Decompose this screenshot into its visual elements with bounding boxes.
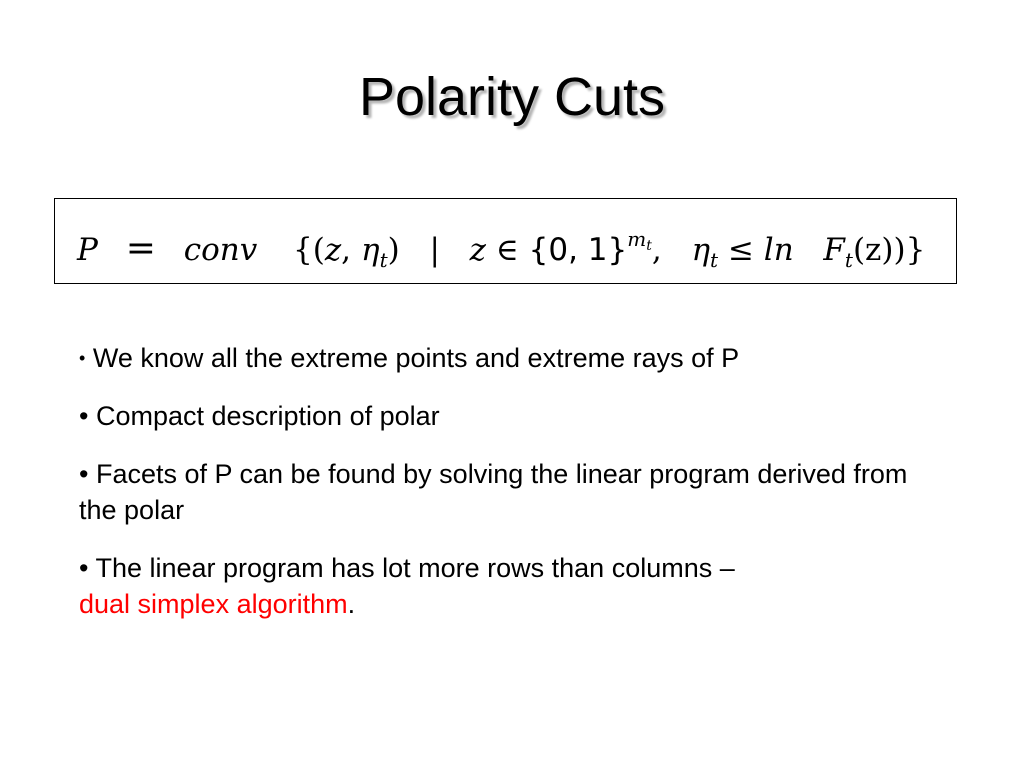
bullet-item-facets (79, 456, 949, 528)
formula-exponent (627, 227, 652, 254)
formula-arg: (z) (852, 232, 894, 268)
bullet-text: • The linear program has lot more rows than columns – (79, 553, 735, 583)
formula-bar: | (429, 232, 440, 268)
bullet-text: We know all the extreme points and extreme rays of P (92, 343, 740, 373)
formula-comma1: , (341, 232, 352, 268)
formula-exp-t: t (646, 238, 652, 254)
highlight-dual-simplex: dual simplex algorithm (79, 589, 348, 619)
formula-set: {0, 1} (528, 232, 628, 268)
formula-f-sub: t (844, 248, 853, 272)
formula-eta2-sub: t (710, 248, 719, 272)
bullet-marker: • (79, 348, 86, 368)
formula-close-set: )} (893, 232, 926, 268)
formula-leq: ≤ (727, 232, 754, 268)
bullet-item-compact-description (79, 398, 949, 434)
bullet-list (79, 340, 949, 644)
bullet-text: • Compact description of polar (79, 401, 440, 431)
bullet-item-linear-program (79, 550, 949, 622)
formula-ln: ln (763, 232, 794, 268)
formula-eta2: η (691, 232, 711, 268)
formula-f: F (823, 232, 845, 268)
bullet-period: . (347, 589, 356, 619)
formula-eta: η (361, 232, 380, 268)
formula-comma2: , (651, 232, 662, 268)
formula-box (54, 198, 957, 284)
formula-in: ∈ (495, 232, 519, 268)
formula-equals: = (125, 228, 156, 269)
formula-z: z (324, 232, 342, 268)
formula-p: P (77, 232, 98, 268)
bullet-text: • Facets of P can be found by solving the linear program derived from the polar (79, 459, 908, 525)
formula-z2: z (469, 232, 486, 268)
formula-exp-m: m (627, 227, 647, 251)
formula-conv: conv (183, 232, 258, 268)
slide-title: Polarity Cuts (358, 67, 666, 127)
formula-close-pair: ) (387, 232, 400, 268)
formula-eta-sub: t (379, 248, 388, 272)
bullet-item-extreme-points (79, 340, 949, 376)
polytope-formula (77, 217, 925, 282)
formula-open: {( (292, 232, 325, 268)
